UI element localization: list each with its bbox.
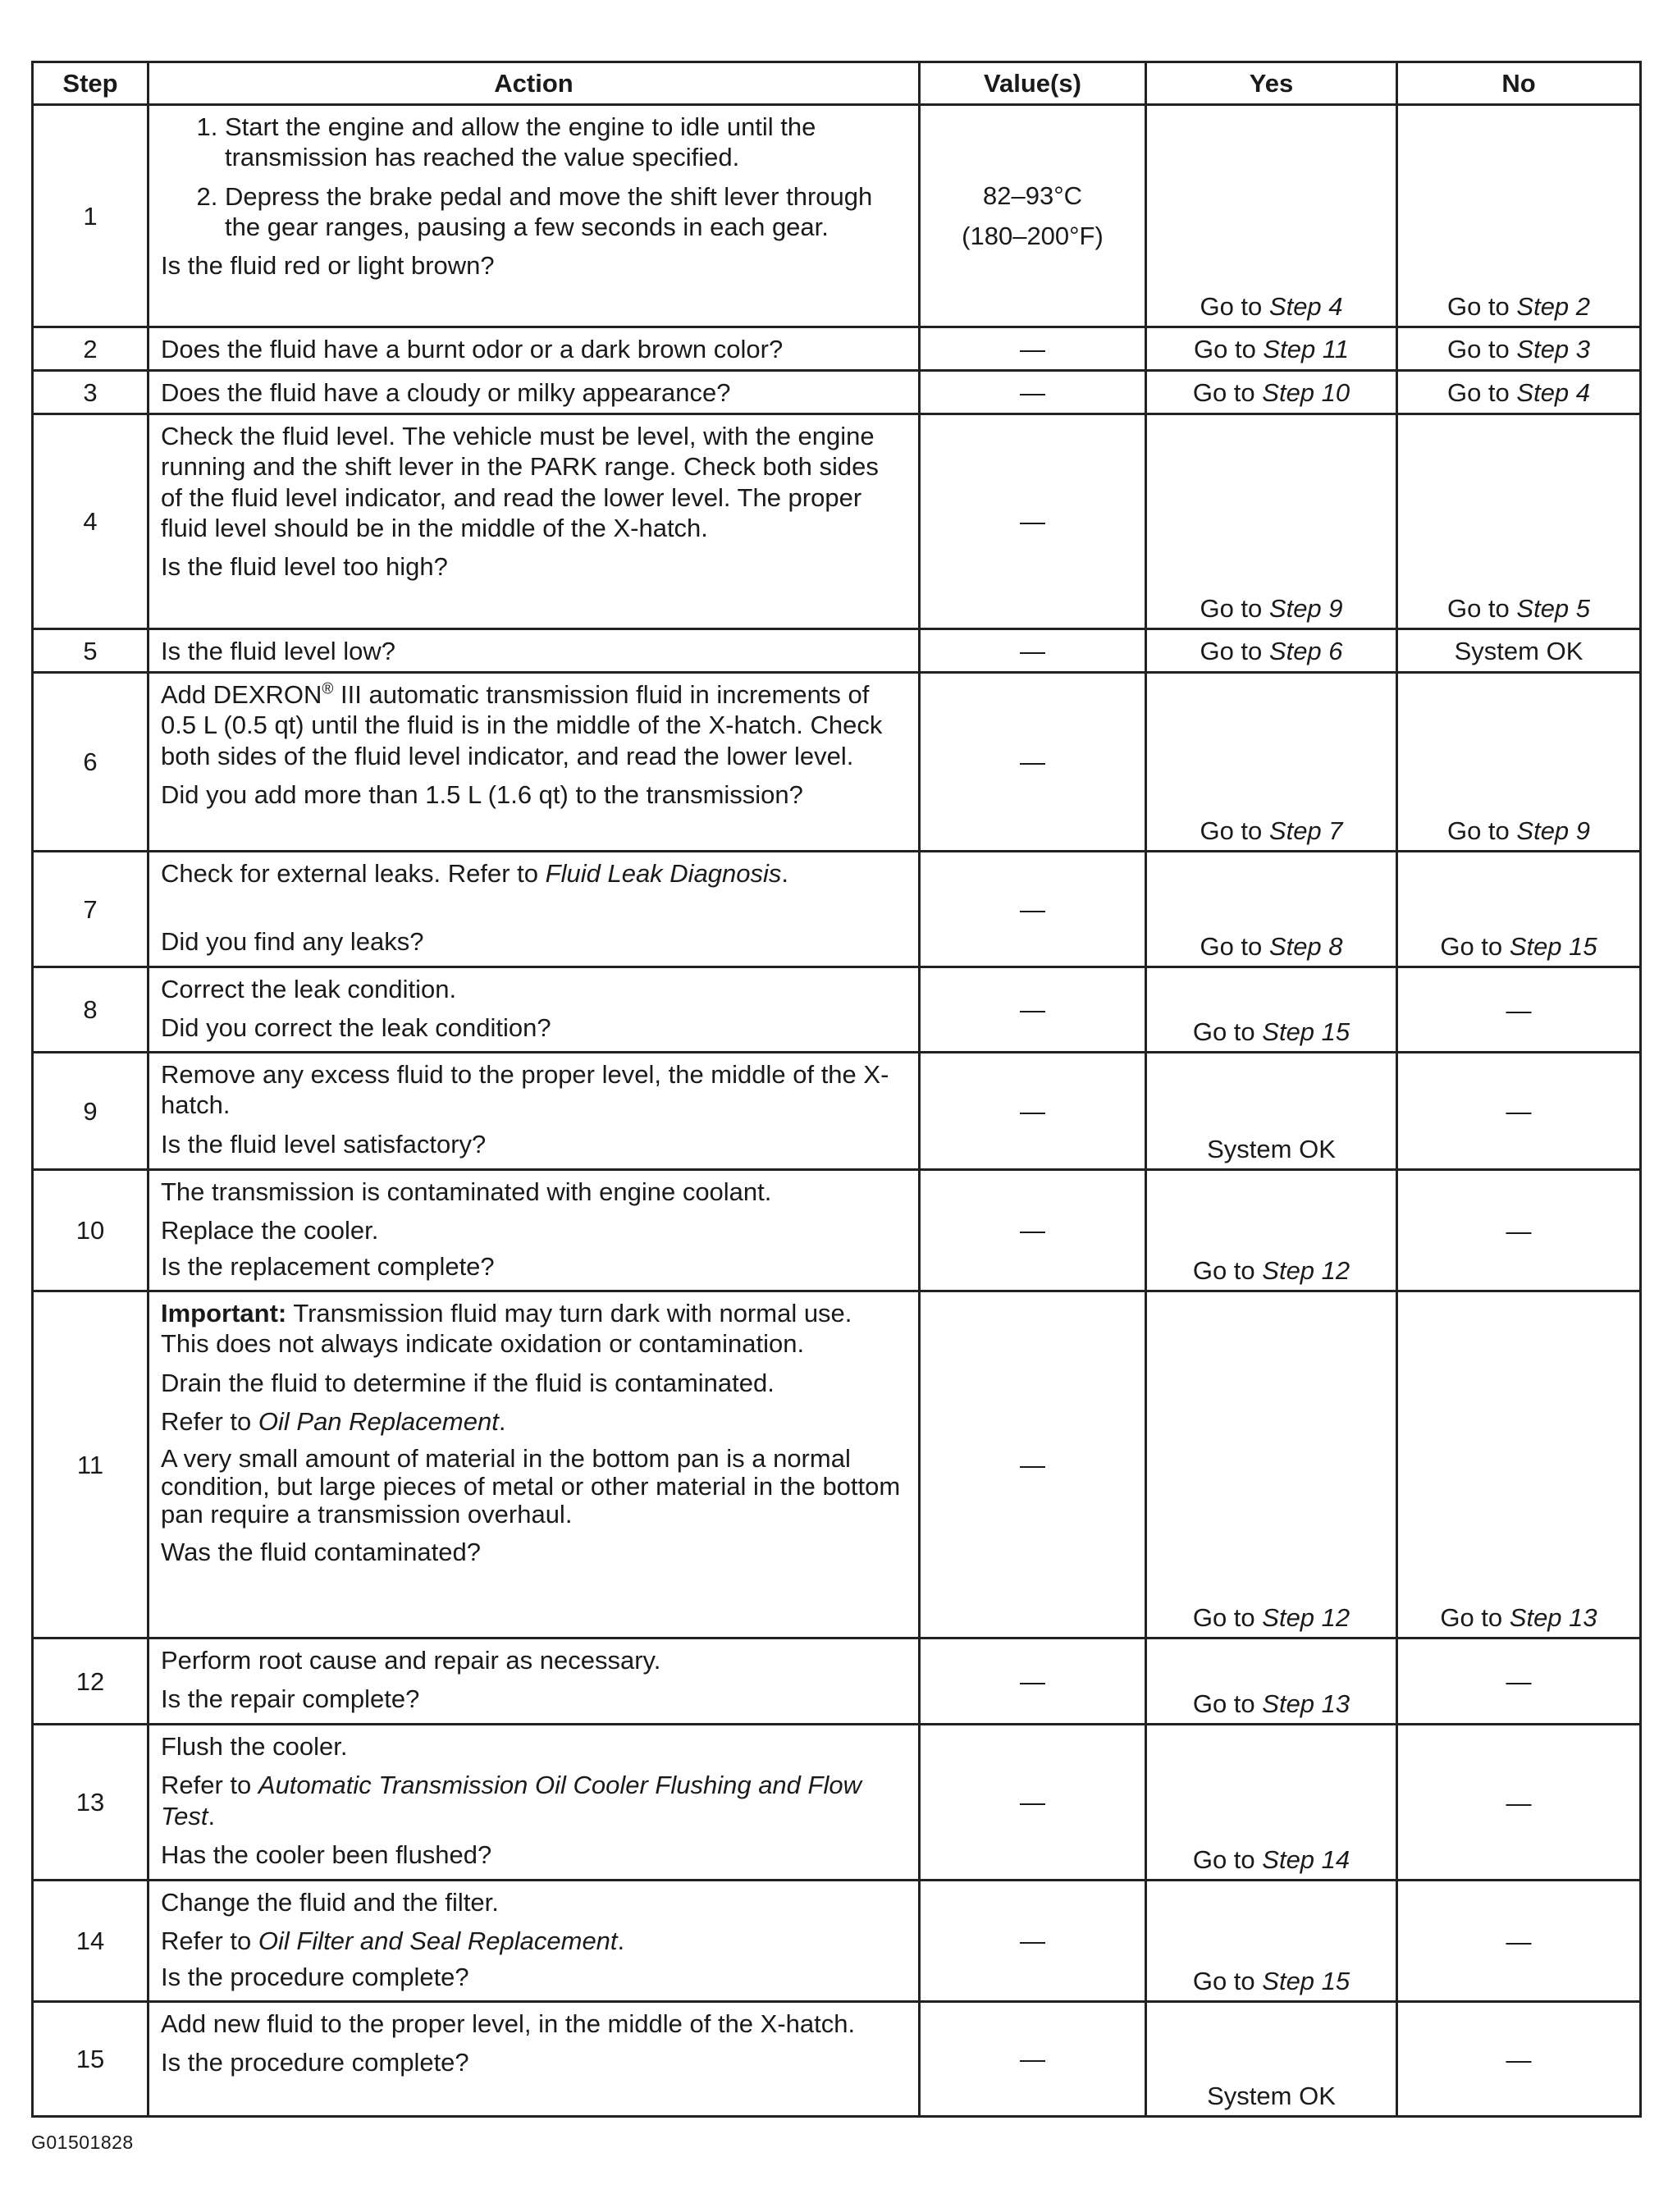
list-item: 1. Start the engine and allow the engine to idle until the transmission has reached the value specified.	[225, 112, 907, 172]
reference-link[interactable]: Fluid Leak Diagnosis	[545, 859, 782, 889]
value-cell: —	[920, 2002, 1146, 2117]
action-text: Remove any excess fluid to the proper level, the middle of the X-hatch.	[161, 1060, 889, 1120]
yes-step-link: Step 11	[1263, 335, 1349, 364]
no-prefix: Go to	[1446, 335, 1517, 364]
value-cell: —	[920, 673, 1146, 852]
refer-prefix: Refer to	[161, 1926, 258, 1956]
no-step-link: Step 5	[1516, 594, 1591, 623]
question-text: Did you find any leaks?	[161, 927, 424, 957]
yes-prefix: Go to	[1200, 816, 1269, 845]
value-fahrenheit: (180–200°F)	[962, 222, 1104, 251]
list-item: 2. Depress the brake pedal and move the shift lever through the gear ranges, pausing a few seconds in each gear.	[225, 181, 907, 242]
action-cell	[149, 1053, 920, 1170]
no-cell	[1397, 371, 1641, 414]
no-cell	[1397, 327, 1641, 371]
no-cell: —	[1397, 1638, 1641, 1725]
no-cell: —	[1397, 1881, 1641, 2002]
yes-step-link: Step 15	[1262, 1017, 1350, 1046]
action-cell	[149, 105, 920, 327]
important-text: Transmission fluid may turn dark with normal use. This does not always indicate oxidation or contamination.	[161, 1299, 852, 1359]
yes-prefix: Go to	[1200, 637, 1269, 666]
action-text: Flush the cooler.	[161, 1732, 348, 1762]
yes-prefix: Go to	[1200, 932, 1269, 961]
yes-cell	[1146, 105, 1397, 327]
question-text: Is the replacement complete?	[161, 1251, 495, 1281]
action-text: Perform root cause and repair as necessary.	[161, 1646, 661, 1675]
action-cell	[149, 852, 920, 967]
yes-prefix: Go to	[1192, 1689, 1263, 1718]
question-text: Did you add more than 1.5 L (1.6 qt) to the transmission?	[161, 779, 803, 809]
no-prefix: Go to	[1440, 1603, 1510, 1632]
no-cell	[1397, 1291, 1641, 1638]
question-text: Is the fluid level satisfactory?	[161, 1129, 487, 1159]
table-row	[33, 414, 1641, 629]
value-cell	[920, 105, 1146, 327]
table-row	[33, 1291, 1641, 1638]
yes-step-link: Step 9	[1268, 594, 1343, 623]
yes-prefix: Go to	[1192, 1967, 1263, 1995]
action-text-start: Check for external leaks. Refer to	[161, 859, 546, 889]
yes-cell	[1146, 1725, 1397, 1881]
action-text	[161, 858, 907, 889]
value-cell: —	[920, 629, 1146, 673]
yes-cell	[1146, 1291, 1397, 1638]
no-cell	[1397, 105, 1641, 327]
action-cell	[149, 629, 920, 673]
yes-cell: System OK	[1146, 1053, 1397, 1170]
table-row	[33, 1170, 1641, 1291]
yes-step-link: Step 15	[1262, 1967, 1350, 1995]
table-row	[33, 629, 1641, 673]
reference-text	[161, 1770, 907, 1830]
yes-cell: System OK	[1146, 2002, 1397, 2117]
yes-prefix: Go to	[1200, 594, 1269, 623]
no-step-link: Step 15	[1509, 932, 1597, 961]
action-cell	[149, 414, 920, 629]
important-label: Important:	[161, 1299, 287, 1328]
step-number: 10	[33, 1170, 149, 1291]
action-cell	[149, 673, 920, 852]
value-cell: —	[920, 967, 1146, 1053]
no-cell: —	[1397, 1725, 1641, 1881]
action-list	[161, 112, 907, 242]
yes-cell	[1146, 967, 1397, 1053]
question-text: Is the fluid red or light brown?	[161, 250, 495, 280]
yes-step-link: Step 8	[1268, 932, 1343, 961]
yes-step-link: Step 10	[1262, 378, 1350, 408]
yes-cell	[1146, 414, 1397, 629]
table-row	[33, 673, 1641, 852]
refer-prefix: Refer to	[161, 1771, 258, 1800]
step-number: 1	[33, 105, 149, 327]
action-cell	[149, 1725, 920, 1881]
value-cell: —	[920, 1291, 1146, 1638]
table-row	[33, 852, 1641, 967]
table-row	[33, 967, 1641, 1053]
value-cell: —	[920, 371, 1146, 414]
action-text-start: Add DEXRON	[161, 680, 322, 710]
step-number: 8	[33, 967, 149, 1053]
action-cell	[149, 1638, 920, 1725]
header-action: Action	[149, 62, 920, 105]
yes-prefix: Go to	[1193, 335, 1264, 364]
yes-cell	[1146, 629, 1397, 673]
question-text: Is the fluid level low?	[161, 636, 396, 665]
reference-link[interactable]: Automatic Transmission Oil Cooler Flushing and Flow Test	[161, 1771, 861, 1830]
no-cell: —	[1397, 1170, 1641, 1291]
step-number: 7	[33, 852, 149, 967]
action-cell	[149, 327, 920, 371]
yes-step-link: Step 14	[1262, 1845, 1350, 1874]
no-cell: System OK	[1397, 629, 1641, 673]
reference-link[interactable]: Oil Pan Replacement	[258, 1406, 499, 1436]
header-values: Value(s)	[920, 62, 1146, 105]
yes-step-link: Step 7	[1268, 816, 1343, 845]
action-cell	[149, 371, 920, 414]
yes-prefix: Go to	[1192, 378, 1263, 408]
refer-end: .	[208, 1801, 216, 1830]
yes-cell	[1146, 327, 1397, 371]
action-cell	[149, 967, 920, 1053]
step-number: 4	[33, 414, 149, 629]
value-cell: —	[920, 1638, 1146, 1725]
table-row	[33, 1053, 1641, 1170]
step-number: 5	[33, 629, 149, 673]
step-number: 12	[33, 1638, 149, 1725]
table-row	[33, 1881, 1641, 2002]
refer-prefix: Refer to	[161, 1406, 258, 1436]
value-cell: —	[920, 1725, 1146, 1881]
yes-prefix: Go to	[1192, 1603, 1263, 1632]
action-text-rest: III automatic transmission fluid in increments of 0.5 L (0.5 qt) until the fluid is in the middle of the X-hatch. Check both sides of the fluid level indicator, and read the lower level.	[161, 680, 883, 770]
action-text: Replace the cooler.	[161, 1216, 379, 1245]
no-step-link: Step 4	[1516, 378, 1591, 408]
yes-step-link: Step 12	[1262, 1603, 1350, 1632]
step-number: 3	[33, 371, 149, 414]
question-text: Is the procedure complete?	[161, 1962, 469, 1991]
question-text: Has the cooler been flushed?	[161, 1840, 492, 1869]
question-text: Is the procedure complete?	[161, 2048, 469, 2077]
step-number: 6	[33, 673, 149, 852]
no-step-link: Step 2	[1516, 292, 1591, 321]
table-row	[33, 105, 1641, 327]
step-number: 14	[33, 1881, 149, 2002]
no-prefix: Go to	[1446, 816, 1517, 845]
yes-prefix: Go to	[1192, 1017, 1263, 1046]
question-text: Does the fluid have a burnt odor or a dark brown color?	[161, 334, 784, 363]
header-no: No	[1397, 62, 1641, 105]
yes-step-link: Step 4	[1268, 292, 1343, 321]
yes-cell	[1146, 371, 1397, 414]
no-prefix: Go to	[1446, 378, 1517, 408]
no-prefix: Go to	[1440, 932, 1510, 961]
action-text: A very small amount of material in the bottom pan is a normal condition, but large pieces of metal or other material in the bottom pan require a transmission overhaul.	[161, 1443, 901, 1529]
action-text: The transmission is contaminated with engine coolant.	[161, 1177, 772, 1207]
yes-cell	[1146, 852, 1397, 967]
action-text: Check the fluid level. The vehicle must be level, with the engine running and the shift lever in the PARK range. Check both sides of the fluid level indicator, and read the lower level. The proper fluid level should be in the middle of the X-hatch.	[161, 422, 879, 542]
diagnostic-table	[31, 61, 1642, 2118]
action-cell	[149, 1291, 920, 1638]
value-celsius: 82–93°C	[983, 181, 1082, 210]
table-row	[33, 327, 1641, 371]
action-text: Change the fluid and the filter.	[161, 1888, 499, 1917]
step-number: 9	[33, 1053, 149, 1170]
value-cell: —	[920, 1881, 1146, 2002]
table-row	[33, 1638, 1641, 1725]
action-text: Add new fluid to the proper level, in the middle of the X-hatch.	[161, 2009, 856, 2039]
no-prefix: Go to	[1446, 594, 1517, 623]
yes-prefix: Go to	[1200, 292, 1269, 321]
no-step-link: Step 13	[1509, 1603, 1597, 1632]
important-note	[161, 1298, 907, 1359]
yes-cell	[1146, 1881, 1397, 2002]
yes-prefix: Go to	[1192, 1845, 1263, 1874]
step-number: 15	[33, 2002, 149, 2117]
header-row	[33, 62, 1641, 105]
no-cell	[1397, 673, 1641, 852]
no-cell: —	[1397, 1053, 1641, 1170]
header-yes: Yes	[1146, 62, 1397, 105]
question-text: Did you correct the leak condition?	[161, 1013, 551, 1043]
table-row	[33, 1725, 1641, 1881]
action-cell	[149, 2002, 920, 2117]
action-text: Correct the leak condition.	[161, 975, 457, 1004]
action-text	[161, 679, 907, 771]
action-text-end: .	[781, 859, 789, 889]
action-cell	[149, 1881, 920, 2002]
yes-step-link: Step 13	[1262, 1689, 1350, 1718]
no-step-link: Step 9	[1516, 816, 1591, 845]
value-cell: —	[920, 1053, 1146, 1170]
no-cell: —	[1397, 2002, 1641, 2117]
no-cell	[1397, 852, 1641, 967]
reference-link[interactable]: Oil Filter and Seal Replacement	[258, 1926, 618, 1956]
reference-text	[161, 1406, 907, 1437]
no-prefix: Go to	[1446, 292, 1517, 321]
yes-prefix: Go to	[1192, 1256, 1263, 1285]
yes-step-link: Step 6	[1268, 637, 1343, 666]
reference-text	[161, 1926, 907, 1956]
yes-cell	[1146, 1638, 1397, 1725]
header-step: Step	[33, 62, 149, 105]
question-text: Is the fluid level too high?	[161, 551, 448, 581]
yes-cell	[1146, 673, 1397, 852]
action-cell	[149, 1170, 920, 1291]
step-number: 13	[33, 1725, 149, 1881]
value-cell: —	[920, 852, 1146, 967]
refer-end: .	[498, 1406, 506, 1436]
no-cell	[1397, 414, 1641, 629]
yes-step-link: Step 12	[1262, 1256, 1350, 1285]
value-cell: —	[920, 1170, 1146, 1291]
no-step-link: Step 3	[1516, 335, 1591, 364]
table-row	[33, 371, 1641, 414]
registered-mark: ®	[322, 680, 334, 698]
figure-id: G01501828	[31, 2132, 134, 2153]
table-row	[33, 2002, 1641, 2117]
refer-end: .	[617, 1926, 625, 1956]
yes-cell	[1146, 1170, 1397, 1291]
question-text: Is the repair complete?	[161, 1684, 420, 1714]
no-cell: —	[1397, 967, 1641, 1053]
step-number: 2	[33, 327, 149, 371]
question-text: Was the fluid contaminated?	[161, 1538, 482, 1567]
question-text: Does the fluid have a cloudy or milky appearance?	[161, 377, 731, 407]
value-cell: —	[920, 327, 1146, 371]
step-number: 11	[33, 1291, 149, 1638]
action-text: Drain the fluid to determine if the fluid is contaminated.	[161, 1368, 775, 1397]
value-cell: —	[920, 414, 1146, 629]
